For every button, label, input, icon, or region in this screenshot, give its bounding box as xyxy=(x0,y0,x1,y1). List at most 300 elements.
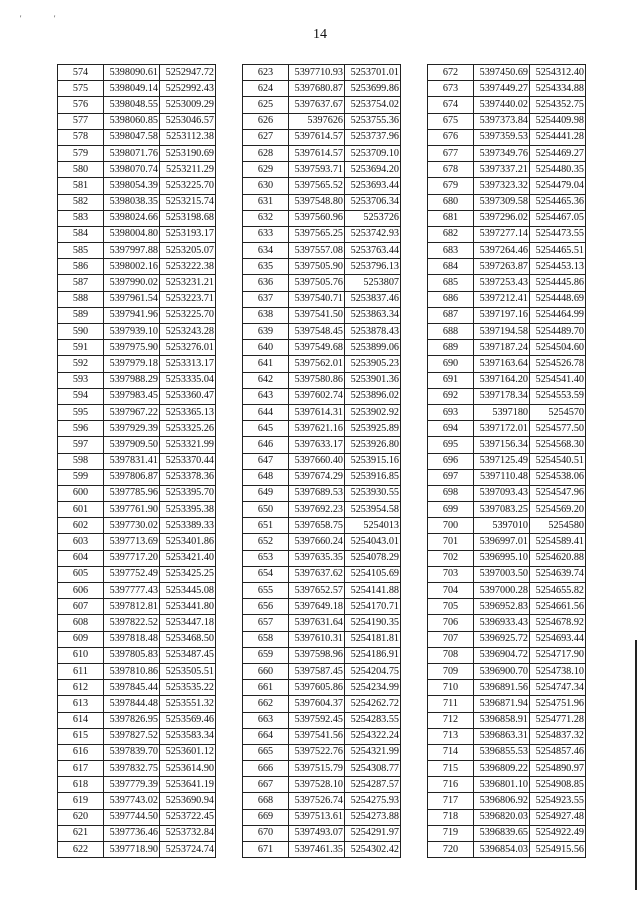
point-number-cell: 669 xyxy=(243,809,289,825)
point-number-cell: 634 xyxy=(243,243,289,259)
table-row xyxy=(243,599,401,615)
point-number-cell: 623 xyxy=(243,65,289,81)
point-number-cell: 613 xyxy=(58,696,104,712)
point-number-cell: 682 xyxy=(428,226,474,242)
x-coordinate-cell: 5397156.34 xyxy=(474,437,530,453)
x-coordinate-cell: 5397541.50 xyxy=(289,307,345,323)
table-row xyxy=(428,162,586,178)
y-coordinate-cell: 5253837.46 xyxy=(345,291,401,307)
y-coordinate-cell: 5254661.56 xyxy=(530,599,586,615)
x-coordinate-cell: 5397449.27 xyxy=(474,81,530,97)
y-coordinate-cell: 5254479.04 xyxy=(530,178,586,194)
x-coordinate-cell: 5397522.76 xyxy=(289,744,345,760)
table-row xyxy=(243,113,401,129)
table-row xyxy=(428,356,586,372)
y-coordinate-cell: 5254322.24 xyxy=(345,728,401,744)
point-number-cell: 587 xyxy=(58,275,104,291)
y-coordinate-cell: 5253724.74 xyxy=(160,842,216,858)
y-coordinate-cell: 5253325.26 xyxy=(160,421,216,437)
x-coordinate-cell: 5397513.61 xyxy=(289,809,345,825)
point-number-cell: 649 xyxy=(243,485,289,501)
y-coordinate-cell: 5253614.90 xyxy=(160,761,216,777)
x-coordinate-cell: 5397083.25 xyxy=(474,502,530,518)
x-coordinate-cell: 5397826.95 xyxy=(104,712,160,728)
point-number-cell: 641 xyxy=(243,356,289,372)
point-number-cell: 662 xyxy=(243,696,289,712)
point-number-cell: 644 xyxy=(243,404,289,420)
point-number-cell: 604 xyxy=(58,550,104,566)
y-coordinate-cell: 5253243.28 xyxy=(160,324,216,340)
x-coordinate-cell: 5397649.18 xyxy=(289,599,345,615)
y-coordinate-cell: 5253807 xyxy=(345,275,401,291)
point-number-cell: 612 xyxy=(58,680,104,696)
table-row xyxy=(243,421,401,437)
point-number-cell: 710 xyxy=(428,680,474,696)
y-coordinate-cell: 5253009.29 xyxy=(160,97,216,113)
y-coordinate-cell: 5253046.57 xyxy=(160,113,216,129)
x-coordinate-cell: 5398071.76 xyxy=(104,145,160,161)
y-coordinate-cell: 5253321.99 xyxy=(160,437,216,453)
x-coordinate-cell: 5398090.61 xyxy=(104,65,160,81)
table-row xyxy=(428,129,586,145)
y-coordinate-cell: 5254464.99 xyxy=(530,307,586,323)
point-number-cell: 673 xyxy=(428,81,474,97)
table-row xyxy=(58,647,216,663)
table-row xyxy=(58,534,216,550)
point-number-cell: 620 xyxy=(58,809,104,825)
point-number-cell: 618 xyxy=(58,777,104,793)
point-number-cell: 666 xyxy=(243,761,289,777)
x-coordinate-cell: 5397610.31 xyxy=(289,631,345,647)
x-coordinate-cell: 5397450.69 xyxy=(474,65,530,81)
y-coordinate-cell: 5253389.33 xyxy=(160,518,216,534)
table-row xyxy=(428,518,586,534)
x-coordinate-cell: 5398060.85 xyxy=(104,113,160,129)
table-row xyxy=(243,259,401,275)
point-number-cell: 671 xyxy=(243,842,289,858)
x-coordinate-cell: 5397197.16 xyxy=(474,307,530,323)
y-coordinate-cell: 5254186.91 xyxy=(345,647,401,663)
y-coordinate-cell: 5254105.69 xyxy=(345,566,401,582)
x-coordinate-cell: 5397844.48 xyxy=(104,696,160,712)
point-number-cell: 605 xyxy=(58,566,104,582)
y-coordinate-cell: 5254441.28 xyxy=(530,129,586,145)
y-coordinate-cell: 5254837.32 xyxy=(530,728,586,744)
x-coordinate-cell: 5397717.20 xyxy=(104,550,160,566)
point-number-cell: 575 xyxy=(58,81,104,97)
table-row xyxy=(428,599,586,615)
point-number-cell: 648 xyxy=(243,469,289,485)
point-number-cell: 628 xyxy=(243,145,289,161)
y-coordinate-cell: 5253505.51 xyxy=(160,663,216,679)
y-coordinate-cell: 5253360.47 xyxy=(160,388,216,404)
y-coordinate-cell: 5253395.38 xyxy=(160,502,216,518)
x-coordinate-cell: 5397761.90 xyxy=(104,502,160,518)
point-number-cell: 593 xyxy=(58,372,104,388)
point-number-cell: 581 xyxy=(58,178,104,194)
y-coordinate-cell: 5253601.12 xyxy=(160,744,216,760)
y-coordinate-cell: 5254655.82 xyxy=(530,583,586,599)
table-row xyxy=(243,226,401,242)
table-row xyxy=(243,437,401,453)
x-coordinate-cell: 5397805.83 xyxy=(104,647,160,663)
point-number-cell: 700 xyxy=(428,518,474,534)
point-number-cell: 653 xyxy=(243,550,289,566)
table-row xyxy=(243,550,401,566)
table-row xyxy=(243,129,401,145)
table-row xyxy=(58,793,216,809)
x-coordinate-cell: 5397505.90 xyxy=(289,259,345,275)
table-row xyxy=(428,825,586,841)
table-row xyxy=(58,65,216,81)
x-coordinate-cell: 5397736.46 xyxy=(104,825,160,841)
point-number-cell: 709 xyxy=(428,663,474,679)
point-number-cell: 707 xyxy=(428,631,474,647)
point-number-cell: 600 xyxy=(58,485,104,501)
page-edge-shadow xyxy=(635,640,637,890)
y-coordinate-cell: 5253313.17 xyxy=(160,356,216,372)
x-coordinate-cell: 5397602.74 xyxy=(289,388,345,404)
table-row xyxy=(243,291,401,307)
x-coordinate-cell: 5397528.10 xyxy=(289,777,345,793)
y-coordinate-cell: 5253112.38 xyxy=(160,129,216,145)
point-number-cell: 625 xyxy=(243,97,289,113)
table-row xyxy=(243,825,401,841)
point-number-cell: 664 xyxy=(243,728,289,744)
table-row xyxy=(58,615,216,631)
point-number-cell: 598 xyxy=(58,453,104,469)
point-number-cell: 615 xyxy=(58,728,104,744)
y-coordinate-cell: 5253694.20 xyxy=(345,162,401,178)
table-row xyxy=(243,178,401,194)
x-coordinate-cell: 5397359.53 xyxy=(474,129,530,145)
y-coordinate-cell: 5254568.30 xyxy=(530,437,586,453)
table-row xyxy=(243,307,401,323)
y-coordinate-cell: 5254302.42 xyxy=(345,842,401,858)
x-coordinate-cell: 5397549.68 xyxy=(289,340,345,356)
x-coordinate-cell: 5397967.22 xyxy=(104,404,160,420)
point-number-cell: 667 xyxy=(243,777,289,793)
x-coordinate-cell: 5397785.96 xyxy=(104,485,160,501)
point-number-cell: 633 xyxy=(243,226,289,242)
table-row xyxy=(243,631,401,647)
table-row xyxy=(428,647,586,663)
point-number-cell: 590 xyxy=(58,324,104,340)
y-coordinate-cell: 5253926.80 xyxy=(345,437,401,453)
table-row xyxy=(58,631,216,647)
y-coordinate-cell: 5253925.89 xyxy=(345,421,401,437)
x-coordinate-cell: 5397592.45 xyxy=(289,712,345,728)
x-coordinate-cell: 5397003.50 xyxy=(474,566,530,582)
point-number-cell: 609 xyxy=(58,631,104,647)
point-number-cell: 619 xyxy=(58,793,104,809)
table-row xyxy=(428,226,586,242)
table-row xyxy=(58,599,216,615)
y-coordinate-cell: 5254473.55 xyxy=(530,226,586,242)
point-number-cell: 694 xyxy=(428,421,474,437)
y-coordinate-cell: 5254504.60 xyxy=(530,340,586,356)
point-number-cell: 693 xyxy=(428,404,474,420)
y-coordinate-cell: 5253899.06 xyxy=(345,340,401,356)
y-coordinate-cell: 5254352.75 xyxy=(530,97,586,113)
x-coordinate-cell: 5396952.83 xyxy=(474,599,530,615)
x-coordinate-cell: 5397635.35 xyxy=(289,550,345,566)
y-coordinate-cell: 5254291.97 xyxy=(345,825,401,841)
table-row xyxy=(58,97,216,113)
x-coordinate-cell: 5397689.53 xyxy=(289,485,345,501)
x-coordinate-cell: 5397562.01 xyxy=(289,356,345,372)
point-number-cell: 719 xyxy=(428,825,474,841)
y-coordinate-cell: 5254639.74 xyxy=(530,566,586,582)
y-coordinate-cell: 5254915.56 xyxy=(530,842,586,858)
x-coordinate-cell: 5396863.31 xyxy=(474,728,530,744)
y-coordinate-cell: 5253863.34 xyxy=(345,307,401,323)
x-coordinate-cell: 5397637.62 xyxy=(289,566,345,582)
table-row xyxy=(58,356,216,372)
x-coordinate-cell: 5396820.03 xyxy=(474,809,530,825)
table-row xyxy=(428,243,586,259)
x-coordinate-cell: 5397565.52 xyxy=(289,178,345,194)
y-coordinate-cell: 5253535.22 xyxy=(160,680,216,696)
y-coordinate-cell: 5253763.44 xyxy=(345,243,401,259)
y-coordinate-cell: 5253401.86 xyxy=(160,534,216,550)
point-number-cell: 643 xyxy=(243,388,289,404)
y-coordinate-cell: 5253487.45 xyxy=(160,647,216,663)
table-row xyxy=(58,566,216,582)
point-number-cell: 586 xyxy=(58,259,104,275)
table-row xyxy=(243,485,401,501)
x-coordinate-cell: 5398070.74 xyxy=(104,162,160,178)
x-coordinate-cell: 5397777.43 xyxy=(104,583,160,599)
table-row xyxy=(428,615,586,631)
x-coordinate-cell: 5397493.07 xyxy=(289,825,345,841)
x-coordinate-cell: 5397565.25 xyxy=(289,226,345,242)
x-coordinate-cell: 5397180 xyxy=(474,404,530,420)
point-number-cell: 650 xyxy=(243,502,289,518)
y-coordinate-cell: 5253901.36 xyxy=(345,372,401,388)
x-coordinate-cell: 5397212.41 xyxy=(474,291,530,307)
table-row xyxy=(428,65,586,81)
table-row xyxy=(58,324,216,340)
x-coordinate-cell: 5397505.76 xyxy=(289,275,345,291)
y-coordinate-cell: 5254693.44 xyxy=(530,631,586,647)
point-number-cell: 675 xyxy=(428,113,474,129)
y-coordinate-cell: 5254538.06 xyxy=(530,469,586,485)
y-coordinate-cell: 5254927.48 xyxy=(530,809,586,825)
point-number-cell: 661 xyxy=(243,680,289,696)
table-row xyxy=(243,583,401,599)
x-coordinate-cell: 5397548.45 xyxy=(289,324,345,340)
x-coordinate-cell: 5397614.57 xyxy=(289,145,345,161)
table-row xyxy=(243,324,401,340)
x-coordinate-cell: 5398038.35 xyxy=(104,194,160,210)
table-row xyxy=(243,647,401,663)
table-row xyxy=(243,372,401,388)
x-coordinate-cell: 5397178.34 xyxy=(474,388,530,404)
y-coordinate-cell: 5254448.69 xyxy=(530,291,586,307)
x-coordinate-cell: 5397557.08 xyxy=(289,243,345,259)
table-row xyxy=(243,453,401,469)
table-row xyxy=(428,550,586,566)
y-coordinate-cell: 5254453.13 xyxy=(530,259,586,275)
x-coordinate-cell: 5397598.96 xyxy=(289,647,345,663)
table-row xyxy=(58,421,216,437)
table-row xyxy=(58,404,216,420)
table-row xyxy=(428,502,586,518)
point-number-cell: 627 xyxy=(243,129,289,145)
y-coordinate-cell: 5253193.17 xyxy=(160,226,216,242)
table-row xyxy=(58,259,216,275)
table-row xyxy=(58,485,216,501)
y-coordinate-cell: 5254570 xyxy=(530,404,586,420)
point-number-cell: 592 xyxy=(58,356,104,372)
table-row xyxy=(243,744,401,760)
table-row xyxy=(243,81,401,97)
point-number-cell: 685 xyxy=(428,275,474,291)
point-number-cell: 674 xyxy=(428,97,474,113)
x-coordinate-cell: 5396900.70 xyxy=(474,663,530,679)
x-coordinate-cell: 5398054.39 xyxy=(104,178,160,194)
table-row xyxy=(243,210,401,226)
y-coordinate-cell: 5254589.41 xyxy=(530,534,586,550)
y-coordinate-cell: 5253737.96 xyxy=(345,129,401,145)
x-coordinate-cell: 5396854.03 xyxy=(474,842,530,858)
y-coordinate-cell: 5254908.85 xyxy=(530,777,586,793)
table-row xyxy=(428,145,586,161)
point-number-cell: 717 xyxy=(428,793,474,809)
point-number-cell: 603 xyxy=(58,534,104,550)
table-row xyxy=(243,404,401,420)
table-row xyxy=(428,777,586,793)
point-number-cell: 621 xyxy=(58,825,104,841)
x-coordinate-cell: 5397812.81 xyxy=(104,599,160,615)
y-coordinate-cell: 5254262.72 xyxy=(345,696,401,712)
x-coordinate-cell: 5397827.52 xyxy=(104,728,160,744)
table-row xyxy=(58,388,216,404)
y-coordinate-cell: 5254580 xyxy=(530,518,586,534)
table-row xyxy=(58,243,216,259)
table-row xyxy=(58,437,216,453)
x-coordinate-cell: 5396809.22 xyxy=(474,761,530,777)
x-coordinate-cell: 5397277.14 xyxy=(474,226,530,242)
x-coordinate-cell: 5397560.96 xyxy=(289,210,345,226)
y-coordinate-cell: 5253709.10 xyxy=(345,145,401,161)
table-row xyxy=(58,696,216,712)
y-coordinate-cell: 5253690.94 xyxy=(160,793,216,809)
table-row xyxy=(58,663,216,679)
point-number-cell: 677 xyxy=(428,145,474,161)
table-row xyxy=(243,162,401,178)
point-number-cell: 699 xyxy=(428,502,474,518)
table-row xyxy=(428,712,586,728)
table-row xyxy=(243,761,401,777)
point-number-cell: 638 xyxy=(243,307,289,323)
y-coordinate-cell: 5254312.40 xyxy=(530,65,586,81)
y-coordinate-cell: 5254717.90 xyxy=(530,647,586,663)
table-row xyxy=(243,615,401,631)
table-row xyxy=(243,534,401,550)
table-row xyxy=(428,842,586,858)
point-number-cell: 695 xyxy=(428,437,474,453)
table-row xyxy=(58,502,216,518)
table-row xyxy=(243,518,401,534)
table-row xyxy=(243,340,401,356)
table-row xyxy=(243,663,401,679)
y-coordinate-cell: 5254577.50 xyxy=(530,421,586,437)
y-coordinate-cell: 5254190.35 xyxy=(345,615,401,631)
y-coordinate-cell: 5254540.51 xyxy=(530,453,586,469)
y-coordinate-cell: 5254467.05 xyxy=(530,210,586,226)
table-row xyxy=(243,680,401,696)
point-number-cell: 704 xyxy=(428,583,474,599)
x-coordinate-cell: 5396933.43 xyxy=(474,615,530,631)
table-row xyxy=(58,178,216,194)
table-row xyxy=(428,97,586,113)
y-coordinate-cell: 5254526.78 xyxy=(530,356,586,372)
y-coordinate-cell: 5253223.71 xyxy=(160,291,216,307)
table-row xyxy=(428,809,586,825)
point-number-cell: 698 xyxy=(428,485,474,501)
point-number-cell: 684 xyxy=(428,259,474,275)
x-coordinate-cell: 5397349.76 xyxy=(474,145,530,161)
y-coordinate-cell: 5253211.29 xyxy=(160,162,216,178)
point-number-cell: 687 xyxy=(428,307,474,323)
x-coordinate-cell: 5397990.02 xyxy=(104,275,160,291)
y-coordinate-cell: 5254273.88 xyxy=(345,809,401,825)
x-coordinate-cell: 5397264.46 xyxy=(474,243,530,259)
point-number-cell: 639 xyxy=(243,324,289,340)
point-number-cell: 676 xyxy=(428,129,474,145)
table-row xyxy=(243,145,401,161)
y-coordinate-cell: 5253902.92 xyxy=(345,404,401,420)
table-row xyxy=(428,194,586,210)
y-coordinate-cell: 5254553.59 xyxy=(530,388,586,404)
table-row xyxy=(58,210,216,226)
x-coordinate-cell: 5397979.18 xyxy=(104,356,160,372)
table-row xyxy=(58,809,216,825)
point-number-cell: 580 xyxy=(58,162,104,178)
x-coordinate-cell: 5397187.24 xyxy=(474,340,530,356)
point-number-cell: 642 xyxy=(243,372,289,388)
x-coordinate-cell: 5397614.57 xyxy=(289,129,345,145)
table-row xyxy=(243,194,401,210)
coordinate-table-1 xyxy=(57,64,216,858)
y-coordinate-cell: 5254287.57 xyxy=(345,777,401,793)
table-row xyxy=(428,307,586,323)
point-number-cell: 622 xyxy=(58,842,104,858)
table-row xyxy=(428,744,586,760)
point-number-cell: 683 xyxy=(428,243,474,259)
x-coordinate-cell: 5397997.88 xyxy=(104,243,160,259)
table-row xyxy=(428,404,586,420)
x-coordinate-cell: 5397587.45 xyxy=(289,663,345,679)
table-row xyxy=(243,97,401,113)
y-coordinate-cell: 5253755.36 xyxy=(345,113,401,129)
point-number-cell: 597 xyxy=(58,437,104,453)
table-row xyxy=(58,307,216,323)
y-coordinate-cell: 5254751.96 xyxy=(530,696,586,712)
table-row xyxy=(243,696,401,712)
y-coordinate-cell: 5254409.98 xyxy=(530,113,586,129)
table-row xyxy=(428,566,586,582)
y-coordinate-cell: 5253231.21 xyxy=(160,275,216,291)
table-row xyxy=(243,712,401,728)
x-coordinate-cell: 5397526.74 xyxy=(289,793,345,809)
x-coordinate-cell: 5397253.43 xyxy=(474,275,530,291)
point-number-cell: 636 xyxy=(243,275,289,291)
y-coordinate-cell: 5253205.07 xyxy=(160,243,216,259)
y-coordinate-cell: 5253215.74 xyxy=(160,194,216,210)
